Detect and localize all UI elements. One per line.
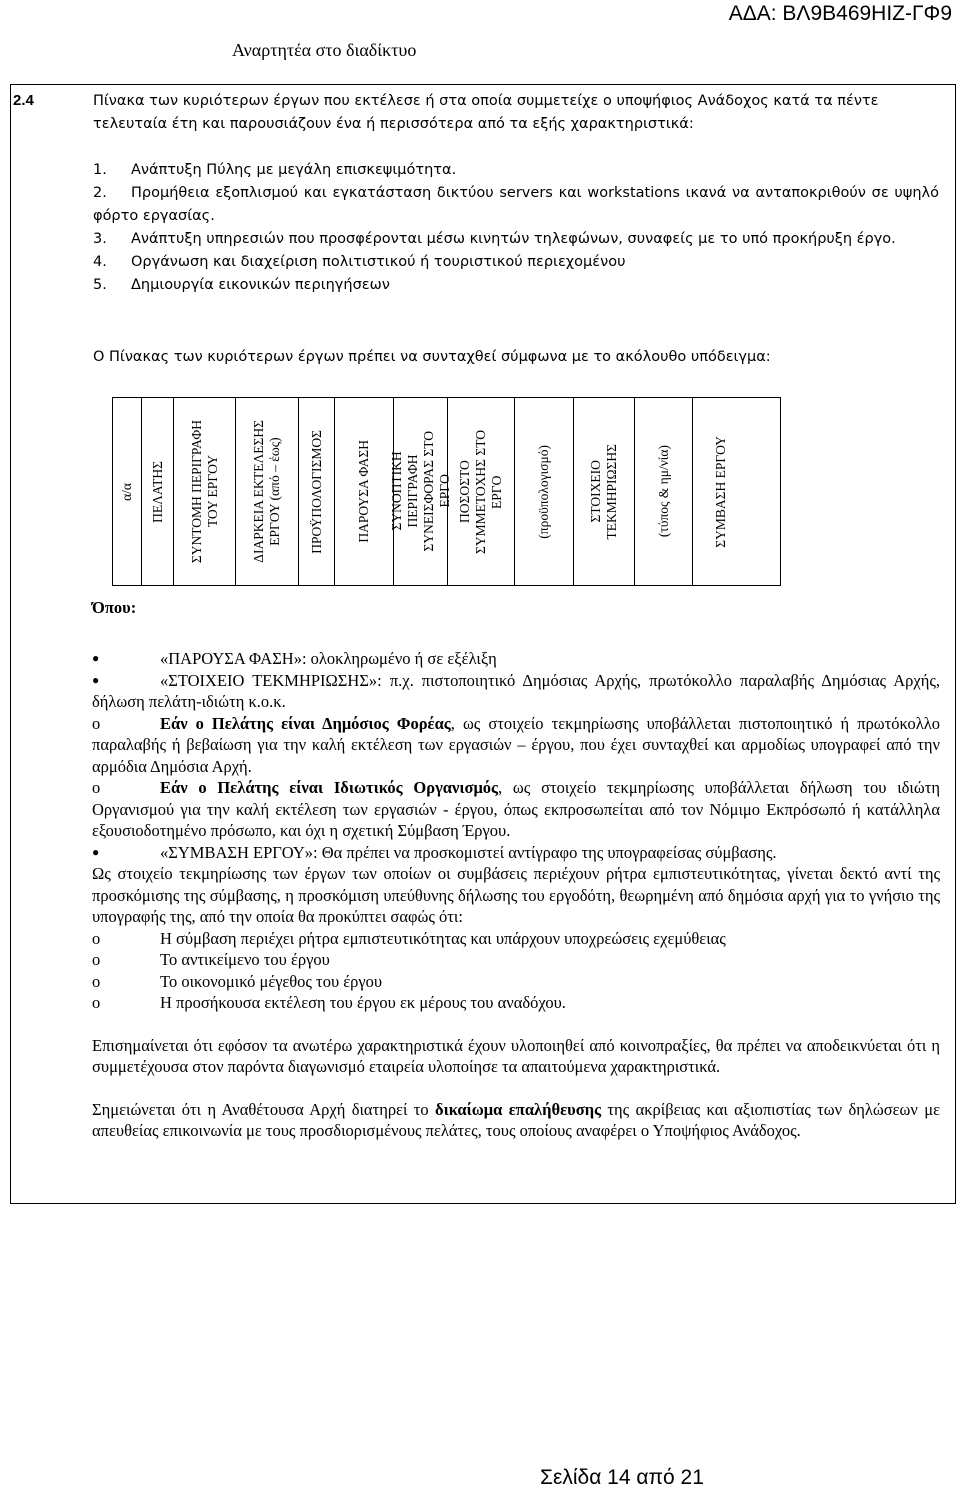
table-header-cell: ΠΟΣΟΣΤΟ ΣΥΜΜΕΤΟΧΗΣ ΣΤΟ ΕΡΓΟ xyxy=(447,398,514,585)
table-header-cell: (τύπος & ημ/νία) xyxy=(634,398,692,585)
table-header-cell: ΣΥΝΤΟΜΗ ΠΕΡΙΓΡΑΦΗ ΤΟΥ ΕΡΓΟΥ xyxy=(173,398,235,585)
characteristics-list xyxy=(93,159,939,297)
table-header-cell: ΠΡΟΫΠΟΛΟΓΙΣΜΟΣ xyxy=(298,398,334,585)
notes-body xyxy=(92,648,940,1142)
template-table xyxy=(112,397,781,586)
section-intro: Πίνακα των κυριότερων έργων που εκτέλεσε ή στα οποία συμμετείχε ο υποψήφιος Ανάδοχος κατά τα πέντε τελευταία έτη και παρουσιάζουν ένα ή περισσότερα από τα εξής χαρακτηριστικά: xyxy=(93,93,879,132)
contract-paragraph: Ως στοιχείο τεκμηρίωσης των έργων των οποίων οι συμβάσεις περιέχουν ρήτρα εμπιστευτικότητας, γίνεται δεκτό αντί της προσκόμισης της σύμβασης, η προσκόμιση υπεύθυνης δήλωσης του εργοδότη, θεωρημένη από δημόσια αρχή για το γνήσιο της υπογραφής της, από την οποία θα προκύπτει σαφώς ότι: xyxy=(92,864,940,926)
o-item: o Η σύμβαση περιέχει ρήτρα εμπιστευτικότητας και υπάρχουν υποχρεώσεις εχεμύθειας xyxy=(92,928,726,948)
table-intro: Ο Πίνακας των κυριότερων έργων πρέπει να συνταχθεί σύμφωνα με το ακόλουθο υπόδειγμα: xyxy=(93,349,771,365)
table-header-cell: ΠΕΛΑΤΗΣ xyxy=(141,398,173,585)
table-header-cell: α/α xyxy=(119,482,134,501)
list-item: 2. Προμήθεια εξοπλισμού και εγκατάσταση δικτύου servers και workstations ικανά να ανταποκριθούν σε υψηλό φόρτο εργασίας. xyxy=(93,185,939,224)
list-item: 1. Ανάπτυξη Πύλης με μεγάλη επισκεψιμότητα. xyxy=(93,162,457,178)
o-item: o Το οικονομικό μέγεθος του έργου xyxy=(92,971,383,991)
ada-code: ΑΔΑ: ΒΛ9Β469ΗΙΖ-ΓΦ9 xyxy=(728,2,952,25)
page-number: Σελίδα 14 από 21 xyxy=(540,1466,704,1489)
list-item: 4. Οργάνωση και διαχείριση πολιτιστικού ή τουριστικού περιεχομένου xyxy=(93,254,626,270)
list-item: 3. Ανάπτυξη υπηρεσιών που προσφέρονται μέσω κινητών τηλεφώνων, συναφείς με το υπό προκήρυξη έργο. xyxy=(93,231,896,247)
table-header-cell: ΣΥΝΟΠΤΙΚΗ ΠΕΡΙΓΡΑΦΗ ΣΥΝΕΙΣΦΟΡΑΣ ΣΤΟ ΕΡΓΟ xyxy=(393,398,447,585)
table-header-cell: ΠΑΡΟΥΣΑ ΦΑΣΗ xyxy=(334,398,393,585)
o-item: o Η προσήκουσα εκτέλεση του έργου εκ μέρους του αναδόχου. xyxy=(92,993,566,1012)
o-public-client: o Εάν ο Πελάτης είναι Δημόσιος Φορέας, ως στοιχείο τεκμηρίωσης υποβάλλεται πιστοποιητικό ή πρωτόκολλο παραλαβής ή βεβαίωση για την καλή εκτέλεση των εργασιών – έργου, που έχει συνταχθεί και αρμοδίως υπογραφεί από την αρμόδια Δημόσια Αρχή. xyxy=(92,713,940,776)
section-number: 2.4 xyxy=(13,92,34,109)
o-private-client: o Εάν ο Πελάτης είναι Ιδιωτικός Οργανισμός, ως στοιχείο τεκμηρίωσης υποβάλλεται δήλωση του ιδιώτη Οργανισμού για την καλή εκτέλεση των εργασιών - έργου, όπως εκπροσωπείται από τον Νόμιμο Εκπρόσωπό ή κατάλληλα εξουσιοδοτημένο πρόσωπο, και όχι η σχετική Σύμβαση Έργου. xyxy=(92,778,940,840)
verification-paragraph: Σημειώνεται ότι η Αναθέτουσα Αρχή διατηρεί το δικαίωμα επαλήθευσης της ακρίβειας και αξιοπιστίας των δηλώσεων με απευθείας επικοινωνία με τους προσδιορισμένους πελάτες, τους οποίους αναφέρει ο Υποψήφιος Ανάδοχος. xyxy=(92,1099,940,1140)
jv-paragraph: Επισημαίνεται ότι εφόσον τα ανωτέρω χαρακτηριστικά έχουν υλοποιηθεί από κοινοπραξίες, θα πρέπει να αποδεικνύεται ότι η συμμετέχουσα στον παρόντα διαγωνισμό εταιρεία υλοποίησε τα απαιτούμενα χαρακτηριστικά. xyxy=(92,1035,940,1076)
bullet-contract: ● «ΣΥΜΒΑΣΗ ΕΡΓΟΥ»: Θα πρέπει να προσκομιστεί αντίγραφο της υπογραφείσας σύμβασης. xyxy=(92,842,777,862)
table-header-cell: ΣΤΟΙΧΕΙΟ ΤΕΚΜΗΡΙΩΣΗΣ xyxy=(573,398,634,585)
bullet-evidence: ● «ΣΤΟΙΧΕΙΟ ΤΕΚΜΗΡΙΩΣΗΣ»: π.χ. πιστοποιητικό Δημόσιας Αρχής, πρωτόκολλο παραλαβής Δημόσιας Αρχής, δήλωση πελάτη-ιδιώτη κ.ο.κ. xyxy=(92,670,940,711)
notes-heading: Όπου: xyxy=(92,598,137,617)
table-header-cell: (προϋπολογισμό) xyxy=(514,398,573,585)
bullet-present-phase: ● «ΠΑΡΟΥΣΑ ΦΑΣΗ»: ολοκληρωμένο ή σε εξέλιξη xyxy=(92,649,497,668)
o-item: o Το αντικείμενο του έργου xyxy=(92,950,330,969)
posting-note: Αναρτητέα στο διαδίκτυο xyxy=(232,40,417,60)
table-header-cell: ΣΥΜΒΑΣΗ ΕΡΓΟΥ xyxy=(692,398,748,585)
table-header-cell: ΔΙΑΡΚΕΙΑ ΕΚΤΕΛΕΣΗΣ ΕΡΓΟΥ (από – έως) xyxy=(235,398,298,585)
list-item: 5. Δημιουργία εικονικών περιηγήσεων xyxy=(93,277,390,293)
